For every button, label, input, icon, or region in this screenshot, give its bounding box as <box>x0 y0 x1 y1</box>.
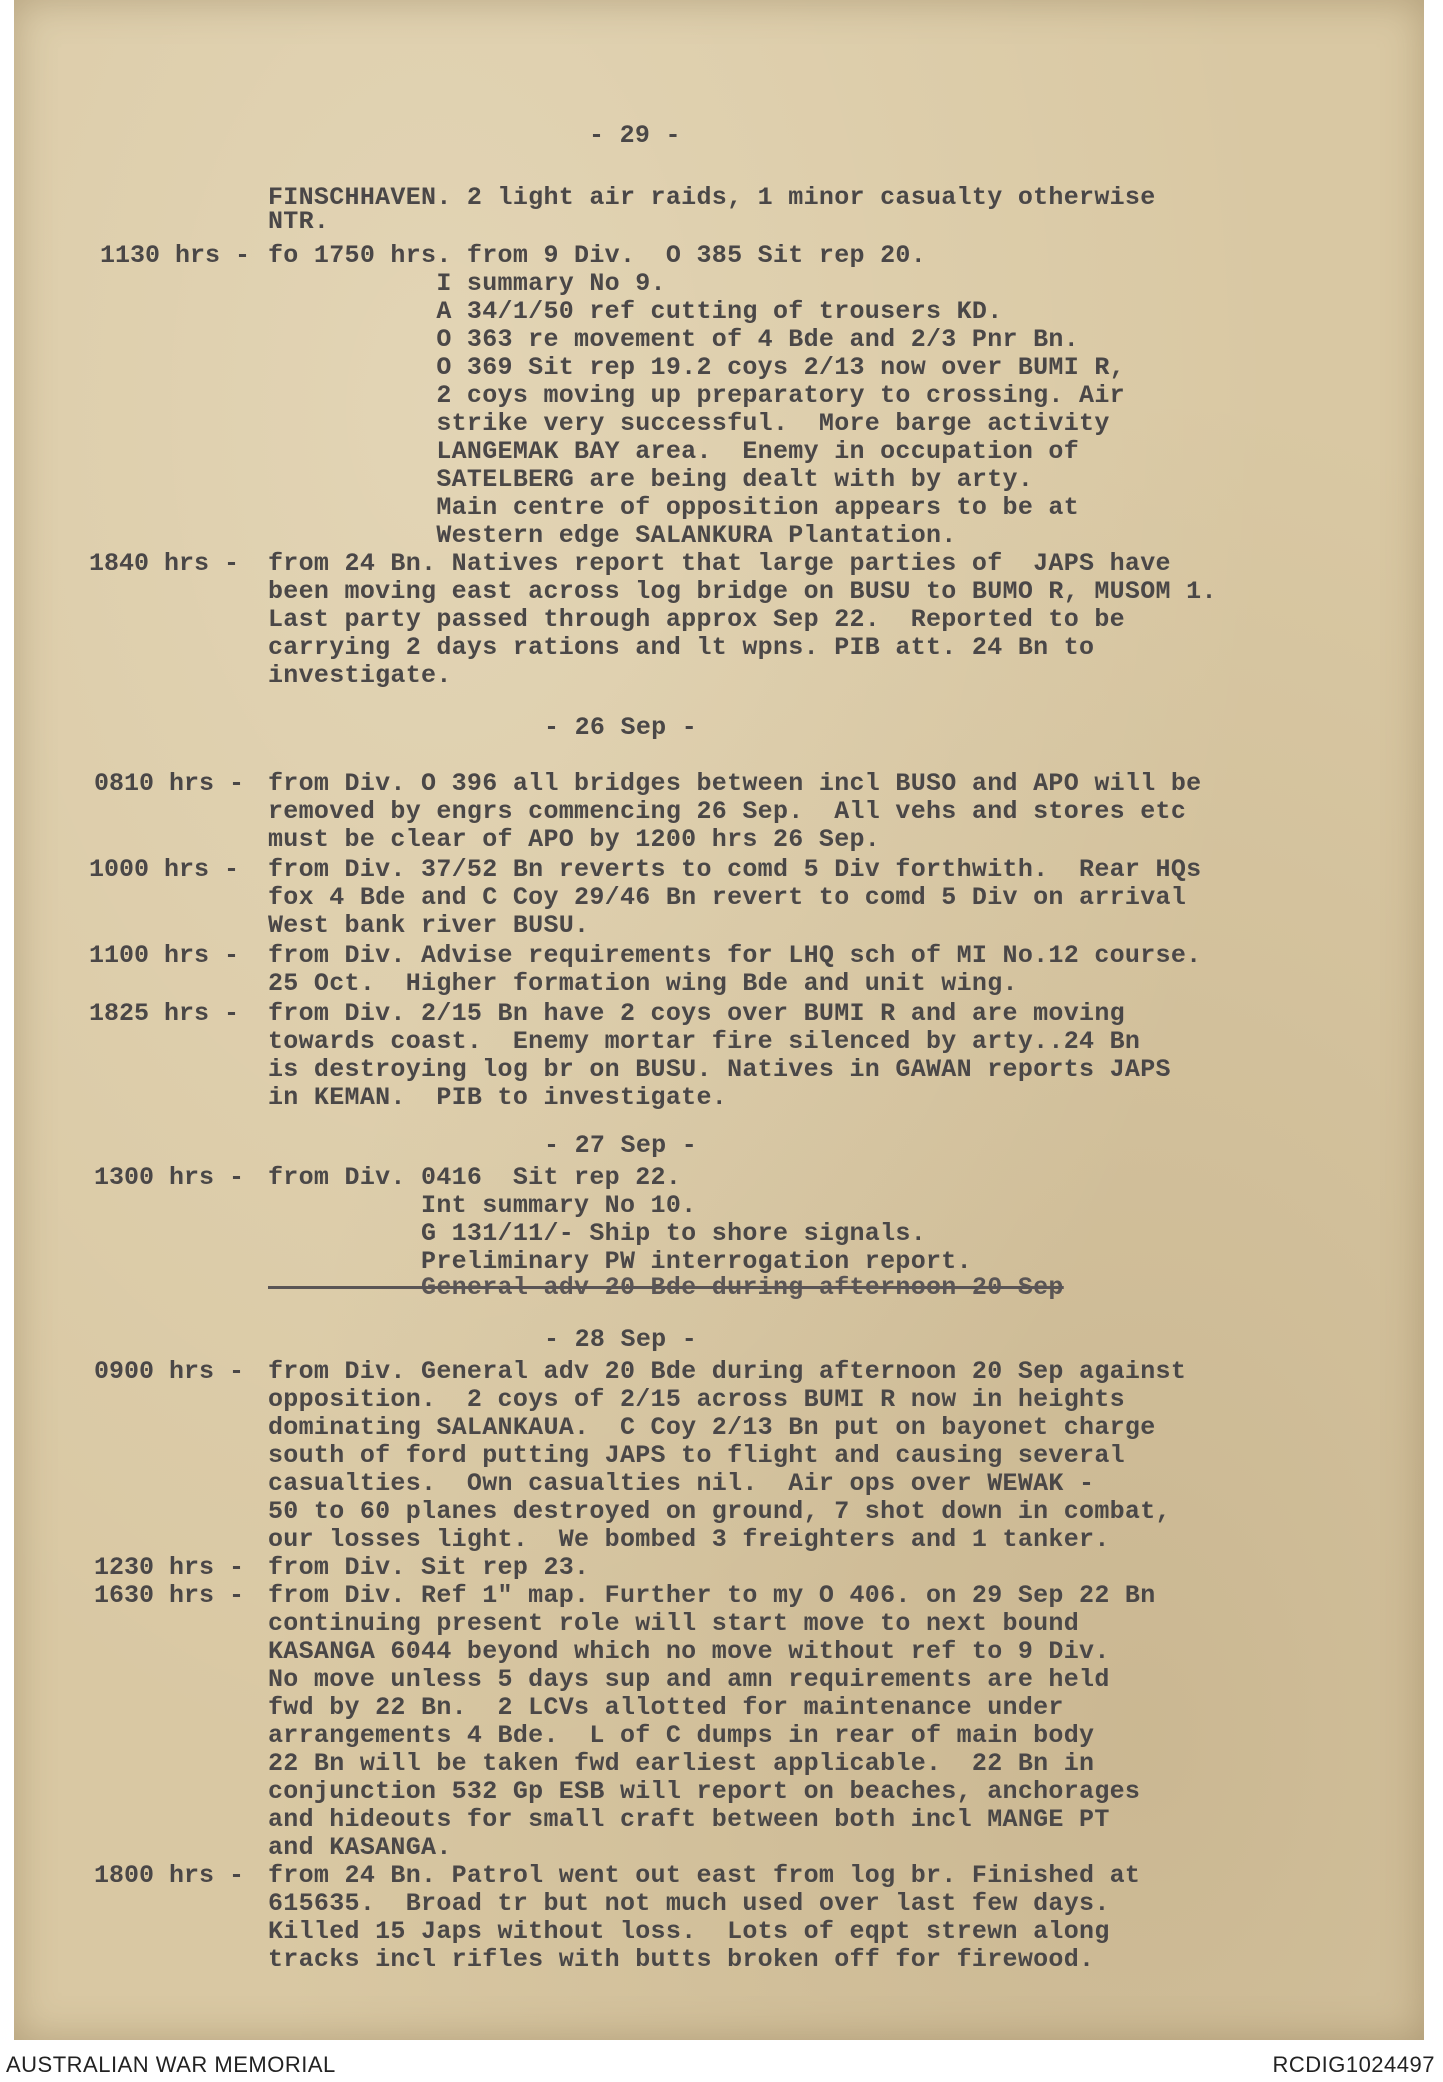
entry-line: Last party passed through approx Sep 22. Reported to be <box>268 605 1125 634</box>
entry-line: 50 to 60 planes destroyed on ground, 7 shot down in combat, <box>268 1497 1171 1526</box>
entry-line: SATELBERG are being dealt with by arty. <box>268 465 1034 494</box>
entry-line: carrying 2 days rations and lt wpns. PIB att. 24 Bn to <box>268 633 1095 662</box>
entry-line: must be clear of APO by 1200 hrs 26 Sep. <box>268 825 881 854</box>
entry-line: from Div. General adv 20 Bde during afternoon 20 Sep against <box>268 1357 1187 1386</box>
entry-time: 1100 hrs - <box>89 941 240 970</box>
entry-time: 0900 hrs - <box>94 1357 245 1386</box>
entry-time: 1000 hrs - <box>89 855 240 884</box>
entry-time: 1300 hrs - <box>94 1163 245 1192</box>
entry-time: 1800 hrs - <box>94 1861 245 1890</box>
entry-line: from Div. Ref 1" map. Further to my O 406. on 29 Sep 22 Bn <box>268 1581 1156 1610</box>
entry-line: tracks incl rifles with butts broken off for firewood. <box>268 1945 1095 1974</box>
entry-time: 0810 hrs - <box>94 769 245 798</box>
entry-line: our losses light. We bombed 3 freighters and 1 tanker. <box>268 1525 1110 1554</box>
entry-line: KASANGA 6044 beyond which no move without ref to 9 Div. <box>268 1637 1110 1666</box>
entry-time: 1825 hrs - <box>89 999 240 1028</box>
entry-line: G 131/11/- Ship to shore signals. <box>268 1219 927 1248</box>
entry-time: 1630 hrs - <box>94 1581 245 1610</box>
entry-line: fox 4 Bde and C Coy 29/46 Bn revert to comd 5 Div on arrival <box>268 883 1187 912</box>
entry-line: 615635. Broad tr but not much used over last few days. <box>268 1889 1110 1918</box>
entry-line: Preliminary PW interrogation report. <box>268 1247 972 1276</box>
entry-line: dominating SALANKAUA. C Coy 2/13 Bn put on bayonet charge <box>268 1413 1156 1442</box>
entry-line: towards coast. Enemy mortar fire silenced by arty..24 Bn <box>268 1027 1141 1056</box>
entry-line: in KEMAN. PIB to investigate. <box>268 1083 728 1112</box>
date-heading: - 28 Sep - <box>544 1325 698 1354</box>
entry-line: from 24 Bn. Natives report that large parties of JAPS have <box>268 549 1171 578</box>
document-page <box>14 0 1424 2040</box>
entry-line: West bank river BUSU. <box>268 911 590 940</box>
entry-line: LANGEMAK BAY area. Enemy in occupation of <box>268 437 1080 466</box>
entry-line: from 24 Bn. Patrol went out east from log br. Finished at <box>268 1861 1141 1890</box>
entry-line: 2 coys moving up preparatory to crossing. Air <box>268 381 1125 410</box>
entry-line: Main centre of opposition appears to be at <box>268 493 1080 522</box>
entry-line: from Div. 0416 Sit rep 22. <box>268 1163 682 1192</box>
entry-line: casualties. Own casualties nil. Air ops over WEWAK - <box>268 1469 1095 1498</box>
date-heading: - 27 Sep - <box>544 1131 698 1160</box>
entry-line: 22 Bn will be taken fwd earliest applicable. 22 Bn in <box>268 1749 1095 1778</box>
entry-time: 1230 hrs - <box>94 1553 245 1582</box>
entry-line: Int summary No 10. <box>268 1191 697 1220</box>
entry-line: Killed 15 Japs without loss. Lots of eqpt strewn along <box>268 1917 1110 1946</box>
entry-time: 1840 hrs - <box>89 549 240 578</box>
entry-line: Western edge SALANKURA Plantation. <box>268 521 957 550</box>
date-heading: - 26 Sep - <box>544 713 698 742</box>
entry-line: and hideouts for small craft between both incl MANGE PT <box>268 1805 1110 1834</box>
entry-line: opposition. 2 coys of 2/15 across BUMI R now in heights <box>268 1385 1125 1414</box>
struck-through-line: General adv 20 Bde during afternoon 20 Sep <box>268 1273 1064 1302</box>
entry-line: been moving east across log bridge on BUSU to BUMO R, MUSOM 1. <box>268 577 1217 606</box>
entry-line: from Div. Advise requirements for LHQ sch of MI No.12 course. <box>268 941 1202 970</box>
entry-line: investigate. <box>268 661 452 690</box>
entry-time: 1130 hrs - <box>100 241 251 270</box>
entry-line: conjunction 532 Gp ESB will report on beaches, anchorages <box>268 1777 1141 1806</box>
entry-line: No move unless 5 days sup and amn requirements are held <box>268 1665 1110 1694</box>
entry-line: from Div. O 396 all bridges between incl BUSO and APO will be <box>268 769 1202 798</box>
entry-line: from Div. 37/52 Bn reverts to comd 5 Div forthwith. Rear HQs <box>268 855 1202 884</box>
footer-right-label: RCDIG1024497 <box>1272 2052 1435 2077</box>
entry-line: O 363 re movement of 4 Bde and 2/3 Pnr Bn. <box>268 325 1080 354</box>
entry-line: arrangements 4 Bde. L of C dumps in rear of main body <box>268 1721 1095 1750</box>
entry-line: is destroying log br on BUSU. Natives in GAWAN reports JAPS <box>268 1055 1171 1084</box>
entry-line: continuing present role will start move to next bound <box>268 1609 1080 1638</box>
entry-line: A 34/1/50 ref cutting of trousers KD. <box>268 297 1003 326</box>
entry-line: I summary No 9. <box>268 269 666 298</box>
page-number: - 29 - <box>589 121 681 150</box>
entry-line: south of ford putting JAPS to flight and causing several <box>268 1441 1125 1470</box>
entry-line: removed by engrs commencing 26 Sep. All vehs and stores etc <box>268 797 1187 826</box>
entry-line: 25 Oct. Higher formation wing Bde and unit wing. <box>268 969 1018 998</box>
entry-line: fwd by 22 Bn. 2 LCVs allotted for maintenance under <box>268 1693 1064 1722</box>
intro-line: FINSCHHAVEN. 2 light air raids, 1 minor casualty otherwise <box>268 183 1156 212</box>
entry-line: from Div. Sit rep 23. <box>268 1553 590 1582</box>
entry-line: and KASANGA. <box>268 1833 452 1862</box>
intro-line: NTR. <box>268 207 330 236</box>
entry-line: fo 1750 hrs. from 9 Div. O 385 Sit rep 20. <box>268 241 927 270</box>
entry-line: strike very successful. More barge activity <box>268 409 1110 438</box>
footer-left-label: AUSTRALIAN WAR MEMORIAL <box>6 2052 336 2077</box>
entry-line: O 369 Sit rep 19.2 coys 2/13 now over BUMI R, <box>268 353 1125 382</box>
entry-line: from Div. 2/15 Bn have 2 coys over BUMI R and are moving <box>268 999 1125 1028</box>
